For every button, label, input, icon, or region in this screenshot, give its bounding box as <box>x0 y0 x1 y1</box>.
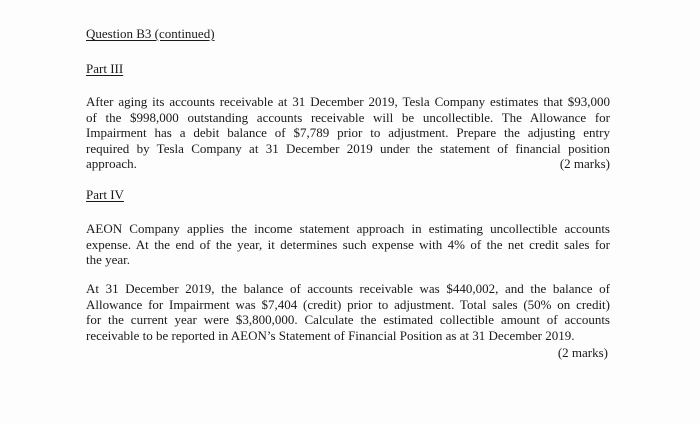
part-iv-line: At 31 December 2019, the balance of accounts receivable was $440,002, and the balance of <box>86 281 610 296</box>
part-iv-line: receivable to be reported in AEON’s Statement of Financial Position as at 31 December 2019. <box>86 327 575 343</box>
part-iii-marks: (2 marks) <box>559 156 610 171</box>
part-iii-heading: Part III <box>86 61 124 76</box>
part-iv-marks: (2 marks) <box>557 345 608 360</box>
part-iv-paragraph-2 <box>86 281 610 343</box>
part-iv-line: for the current year were $3,800,000. Calculate the estimated collectible amount of accounts <box>86 312 610 327</box>
part-iii-last-text: approach. <box>86 156 137 171</box>
part-iv-line: AEON Company applies the income statement approach in estimating uncollectible accounts <box>86 221 610 236</box>
part-iii-line: of the $998,000 outstanding accounts receivable will be uncollectible. The Allowance for <box>86 109 610 125</box>
part-iv-line: expense. At the end of the year, it determines such expense with 4% of the net credit sales for <box>86 236 610 252</box>
part-iv-line: Allowance for Impairment was $7,404 (credit) prior to adjustment. Total sales (50% on credit) <box>86 296 610 312</box>
part-iii-last-line <box>86 156 610 172</box>
part-iv-paragraph-1 <box>86 221 610 268</box>
part-iii-line: After aging its accounts receivable at 31 December 2019, Tesla Company estimates that $93,000 <box>86 94 610 109</box>
question-heading: Question B3 (continued) <box>86 26 215 41</box>
part-iv-line: the year. <box>86 252 131 267</box>
part-iii-line: Impairment has a debit balance of $7,789 prior to adjustment. Prepare the adjusting entry <box>86 125 610 140</box>
part-iii-line: required by Tesla Company at 31 December 2019 under the statement of financial position <box>86 140 610 156</box>
part-iii-paragraph <box>86 94 610 172</box>
part-iv-heading: Part IV <box>86 187 124 202</box>
